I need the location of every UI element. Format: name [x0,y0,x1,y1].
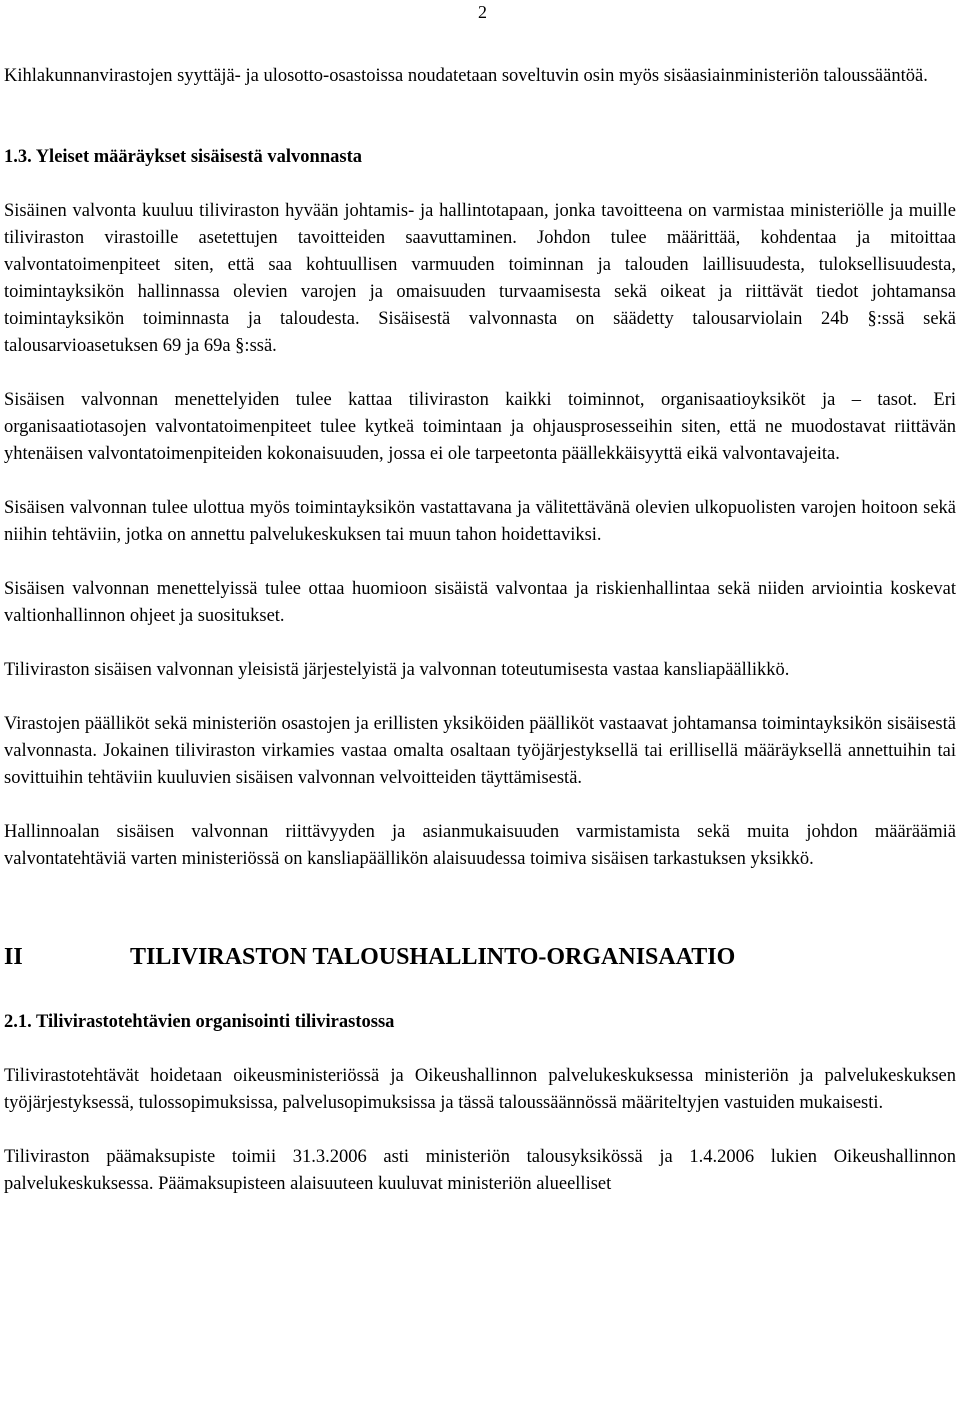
paragraph: Sisäisen valvonnan menettelyissä tulee ottaa huomioon sisäistä valvontaa ja riskienhallintaa sekä niiden arviointia koskevat valtionhallinnon ohjeet ja suositukset. [4,579,956,626]
paragraph: Sisäisen valvonnan menettelyiden tulee kattaa tiliviraston kaikki toiminnot, organisaatioyksiköt ja – tasot. Eri organisaatiotasojen valvontatoimenpiteet tulee kytkeä toimintaan ja ohjausprosesseihin siten, että ne muodostavat riittävän yhtenäisen valvontatoimenpiteiden kokonaisuuden, jossa ei ole tarpeetonta päällekkäisyyttä eikä valvontavajeita. [4,390,956,464]
paragraph: Tiliviraston päämaksupiste toimii 31.3.2006 asti ministeriön talousyksikössä ja 1.4.2006 lukien Oikeushallinnon palvelukeskuksessa. Päämaksupisteen alaisuuteen kuuluvat ministeriön alueelliset [4,1147,956,1194]
section-heading-1-3: 1.3. Yleiset määräykset sisäisestä valvonnasta [4,147,362,167]
paragraph: Sisäisen valvonnan tulee ulottua myös toimintayksikön vastattavana ja välitettävänä olevien ulkopuolisten varojen hoitoon sekä niihin tehtäviin, jotka on annettu palvelukeskuksen tai muun tahon hoidettaviksi. [4,498,956,545]
paragraph: Sisäinen valvonta kuuluu tiliviraston hyvään johtamis- ja hallintotapaan, jonka tavoitteena on varmistaa ministeriölle ja muille tiliviraston virastoille asetettujen tavoitteiden saavuttaminen. Johdon tulee määrittää, kohdentaa ja mitoittaa valvontatoimenpiteet siten, että saa kohtuullisen varmuuden toiminnan ja talouden laillisuudesta, tuloksellisuudesta, toimintayksikön hallinnassa olevien varojen ja omaisuuden turvaamisesta sekä oikeat ja riittävät tiedot johtamansa toimintayksikön toiminnasta ja taloudesta. Sisäisestä valvonnasta on säädetty talousarviolain 24b §:ssä sekä talousarvioasetuksen 69 ja 69a §:ssä. [4,201,956,356]
paragraph: Tiliviraston sisäisen valvonnan yleisistä järjestelyistä ja valvonnan toteutumisesta vastaa kansliapäällikkö. [4,660,790,680]
chapter-title: TILIVIRASTON TALOUSHALLINTO-ORGANISAATIO [130,944,736,970]
document-body [4,63,956,1225]
paragraph: Hallinnoalan sisäisen valvonnan riittävyyden ja asianmukaisuuden varmistamista sekä muita johdon määräämiä valvontatehtäviä varten ministeriössä on kansliapäällikön alaisuudessa toimiva sisäisen tarkastuksen yksikkö. [4,822,956,869]
paragraph: Virastojen päälliköt sekä ministeriön osastojen ja erillisten yksiköiden päälliköt vastaavat johtamansa toimintayksikön sisäisestä valvonnasta. Jokainen tiliviraston virkamies vastaa omalta osaltaan työjärjestyksellä tai erillisellä määräyksellä annettuihin tai sovittuihin tehtäviin kuuluvien sisäisen valvonnan velvoitteiden täyttämisestä. [4,714,956,788]
paragraph: Tilivirastotehtävät hoidetaan oikeusministeriössä ja Oikeushallinnon palvelukeskuksessa ministeriön ja palvelukeskuksen työjärjestyksessä, tulossopimuksissa, palvelusopimuksissa ja tässä taloussäännössä määriteltyjen vastuiden mukaisesti. [4,1066,956,1113]
chapter-number: II [4,944,23,970]
intro-paragraph: Kihlakunnanvirastojen syyttäjä- ja ulosotto-osastoissa noudatetaan soveltuvin osin myös sisäasiainministeriön taloussääntöä. [4,66,928,86]
chapter-heading [4,942,956,972]
section-heading-2-1: 2.1. Tilivirastotehtävien organisointi tilivirastossa [4,1012,395,1032]
page-number: 2 [478,2,487,22]
